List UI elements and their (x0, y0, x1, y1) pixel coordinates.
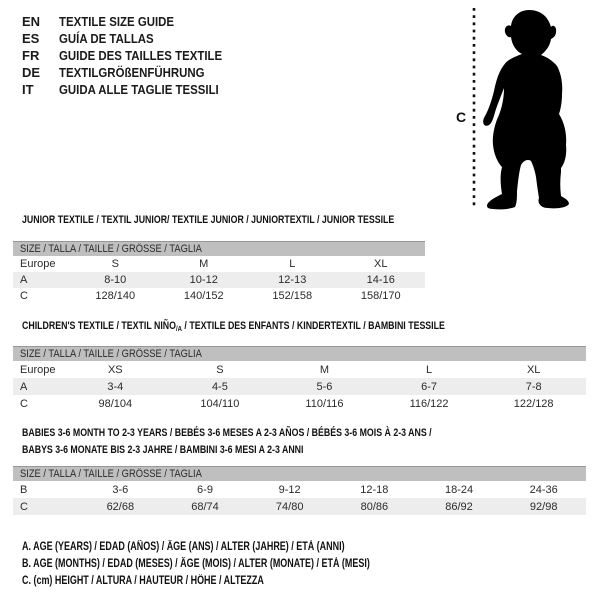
age-cell: 4-5 (211, 380, 228, 393)
children-size-table (13, 346, 586, 412)
age-cell: 18-24 (444, 483, 474, 496)
age-cell: 8-10 (104, 274, 127, 286)
language-row-de (22, 64, 244, 81)
measure-legend (22, 539, 468, 590)
height-cell: 74/80 (275, 500, 304, 513)
row-label: C (20, 500, 28, 513)
language-code: DE (22, 65, 41, 80)
table-row-europe (13, 361, 586, 378)
language-code: IT (22, 82, 34, 97)
height-cell: 68/74 (191, 500, 219, 513)
table-row-age (13, 272, 425, 288)
age-cell: 6-7 (421, 380, 438, 393)
age-cell: 3-4 (107, 380, 124, 393)
babies-size-table (13, 466, 586, 515)
guide-title-en: TEXTILE SIZE GUIDE (59, 14, 175, 29)
height-cell: 92/98 (529, 500, 558, 513)
legend-line-b: B. AGE (MONTHS) / EDAD (MESES) / ÂGE (MOIS) / ALTER (MONATE) / ETÀ (MESI) (22, 558, 370, 570)
size-cell: XL (374, 258, 388, 270)
row-label: C (20, 290, 28, 302)
children-heading-pre: CHILDREN'S TEXTILE / TEXTIL NIÑO (22, 320, 176, 332)
junior-section-heading: JUNIOR TEXTILE / TEXTIL JUNIOR/ TEXTILE JUNIOR / JUNIORTEXTIL / JUNIOR TESSILE (22, 214, 395, 226)
table-row-europe (13, 256, 425, 272)
age-cell: 9-12 (278, 483, 301, 496)
babies-heading-line1: BABIES 3-6 MONTH TO 2-3 YEARS / BEBÉS 3-6 MESES A 2-3 AÑOS / BÉBÉS 3-6 MOIS À 2-3 ANS / (22, 427, 432, 439)
children-size-header-bar (13, 346, 586, 361)
babies-size-header-bar (13, 466, 586, 481)
height-cell: 128/140 (95, 290, 136, 302)
row-label: C (20, 397, 28, 410)
age-cell: 7-8 (525, 380, 542, 393)
height-cell: 110/116 (305, 397, 344, 410)
baby-silhouette-icon (483, 10, 569, 209)
table-row-height (13, 288, 425, 304)
age-cell: 3-6 (112, 483, 129, 496)
language-code: FR (22, 48, 40, 63)
children-section-heading (22, 320, 445, 333)
height-cell: 62/68 (106, 500, 135, 513)
height-cell: 122/128 (513, 397, 554, 410)
size-header-label: SIZE / TALLA / TAILLE / GRÖSSE / TAGLIA (20, 468, 202, 480)
baby-height-figure (448, 2, 583, 214)
age-cell: 12-18 (360, 483, 389, 496)
children-heading-post: / TEXTILE DES ENFANTS / KINDERTEXTIL / BAMBINI TESSILE (181, 320, 445, 332)
size-cell: S (111, 258, 119, 270)
height-measure-label: C (456, 109, 467, 125)
size-cell: M (319, 363, 330, 376)
language-code: EN (22, 14, 41, 29)
language-code: ES (22, 31, 40, 46)
language-title-list (22, 13, 244, 98)
row-label: A (20, 274, 28, 286)
legend-line-a: A. AGE (YEARS) / EDAD (AÑOS) / ÂGE (ANS) / ALTER (JAHRE) / ETÀ (ANNI) (22, 541, 345, 553)
language-row-fr (22, 47, 244, 64)
age-cell: 14-16 (366, 274, 395, 286)
babies-heading-line2: BABYS 3-6 MONATE BIS 2-3 JAHRE / BAMBINI 3-6 MESI A 2-3 ANNI (22, 444, 304, 456)
legend-line-c: C. (cm) HEIGHT / ALTURA / HAUTEUR / HÖHE / ALTEZZA (22, 575, 264, 587)
junior-size-table (13, 241, 425, 304)
size-cell: L (426, 363, 433, 376)
row-label: B (20, 483, 28, 496)
age-cell: 5-6 (316, 380, 333, 393)
height-cell: 86/92 (445, 500, 473, 513)
height-cell: 80/86 (360, 500, 389, 513)
size-header-label: SIZE / TALLA / TAILLE / GRÖSSE / TAGLIA (20, 348, 202, 360)
height-cell: 116/122 (409, 397, 449, 410)
height-cell: 140/152 (183, 290, 224, 302)
table-row-height (13, 395, 586, 412)
age-cell: 12-13 (278, 274, 307, 286)
table-row-age-months (13, 481, 586, 498)
height-cell: 98/104 (98, 397, 133, 410)
age-cell: 10-12 (189, 274, 218, 286)
height-cell: 152/158 (272, 290, 313, 302)
junior-size-header-bar (13, 241, 425, 256)
row-label: Europe (20, 363, 56, 376)
language-row-es (22, 30, 244, 47)
age-cell: 6-9 (197, 483, 213, 496)
guide-title-de: TEXTILGRÖßENFÜHRUNG (59, 65, 205, 80)
size-cell: S (216, 363, 224, 376)
size-header-label: SIZE / TALLA / TAILLE / GRÖSSE / TAGLIA (20, 243, 202, 255)
row-label: Europe (20, 258, 56, 270)
height-cell: 158/170 (360, 290, 401, 302)
size-cell: M (199, 258, 209, 270)
guide-title-es: GUÍA DE TALLAS (59, 31, 154, 46)
language-row-it (22, 81, 244, 98)
guide-title-fr: GUIDE DES TAILLES TEXTILE (59, 48, 223, 63)
babies-section-heading (22, 427, 432, 461)
table-row-height (13, 498, 586, 515)
size-cell: L (289, 258, 296, 270)
table-row-age (13, 378, 586, 395)
size-cell: XL (526, 363, 541, 376)
language-row-en (22, 13, 244, 30)
guide-title-it: GUIDA ALLE TAGLIE TESSILI (59, 82, 219, 97)
row-label: A (20, 380, 28, 393)
height-cell: 104/110 (200, 397, 240, 410)
children-heading-subscript: /A (175, 324, 182, 333)
age-cell: 24-36 (529, 483, 558, 496)
size-cell: XS (107, 363, 123, 376)
